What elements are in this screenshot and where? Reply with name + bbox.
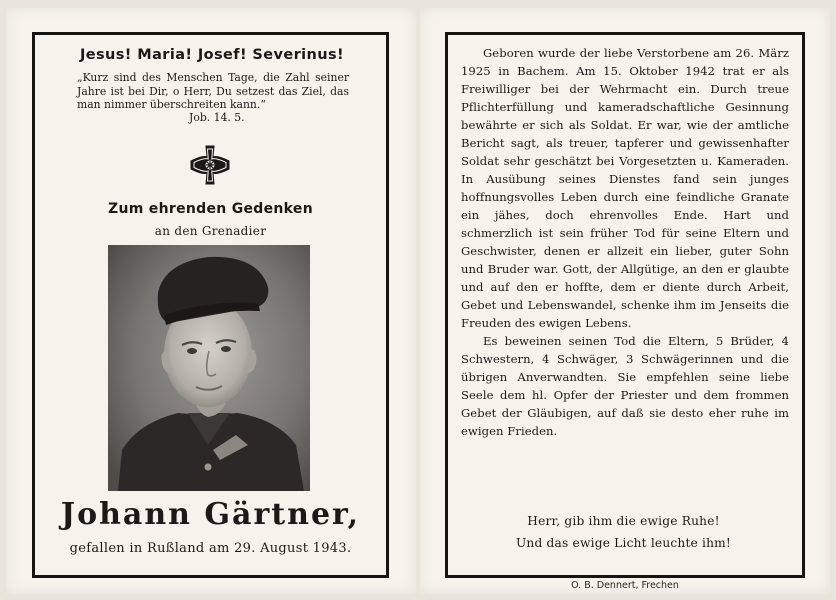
deceased-name: Johann Gärtner, [60, 497, 361, 532]
memorial-title: Zum ehrenden Gedenken [108, 201, 313, 217]
left-page [6, 8, 416, 594]
closing-prayer [448, 510, 799, 554]
portrait-image [108, 245, 310, 491]
biography-paragraph: Geboren wurde der liebe Verstorbene am 26. März 1925 in Bachem. Am 15. Oktober 1942 trat er als Freiwilliger bei der Wehrmacht ein. Durch treue Pflichterfüllung und kameradschaftliche Gesinnung bewährte er sich als Soldat. Er war, wie der amtliche Bericht sagt, als treuer, tapferer und gewissenhafter Soldat sehr geschätzt bei Vorgesetzten u. Kameraden. In Ausübung seines Dienstes fand sein junges hoffnungsvolles Leben durch eine feindliche Granate ein jähes, doch ehrenvolles Ende. Hart und schmerzlich ist sein früher Tod für seine Eltern und Geschwister, denen er allzeit ein lieber, guter Sohn und Bruder war. Gott, der Allgütige, an den er glaubte und auf den er hoffte, dem er diente durch Arbeit, Gebet und Lebenswandel, schenke ihm im Jenseits die Freuden des ewigen Lebens. [461, 46, 789, 330]
soldier-photo [108, 245, 310, 491]
closing-line-2: Und das ewige Licht leuchte ihm! [515, 536, 732, 550]
closing-line-1: Herr, gib ihm die ewige Ruhe! [527, 514, 720, 528]
iron-cross-icon [187, 142, 233, 188]
invocation-header: Jesus! Maria! Josef! Severinus! [79, 47, 345, 63]
right-page [420, 8, 830, 594]
death-line: gefallen in Rußland am 29. August 1943. [69, 541, 352, 556]
right-border-frame [445, 32, 805, 578]
scripture-reference: Job. 14. 5. [189, 111, 245, 124]
printer-credit: O. B. Dennert, Frechen [571, 580, 679, 591]
biography-text [461, 44, 789, 440]
rank-subtitle: an den Grenadier [154, 224, 267, 238]
scripture-quote: „Kurz sind des Menschen Tage, die Zahl seiner Jahre ist bei Dir, o Herr, Du setzest das Ziel, das man nimmer überschreiten kann.“ [77, 71, 349, 111]
left-border-frame [32, 32, 389, 578]
mourners-paragraph: Es beweinen seinen Tod die Eltern, 5 Brüder, 4 Schwestern, 4 Schwäger, 3 Schwägerinnen und die übrigen Anverwandten. Sie empfehlen seine liebe Seele dem hl. Opfer der Priester und dem frommen Gebet der Gläubigen, auf daß sie desto eher ruhe im ewigen Frieden. [461, 334, 789, 438]
